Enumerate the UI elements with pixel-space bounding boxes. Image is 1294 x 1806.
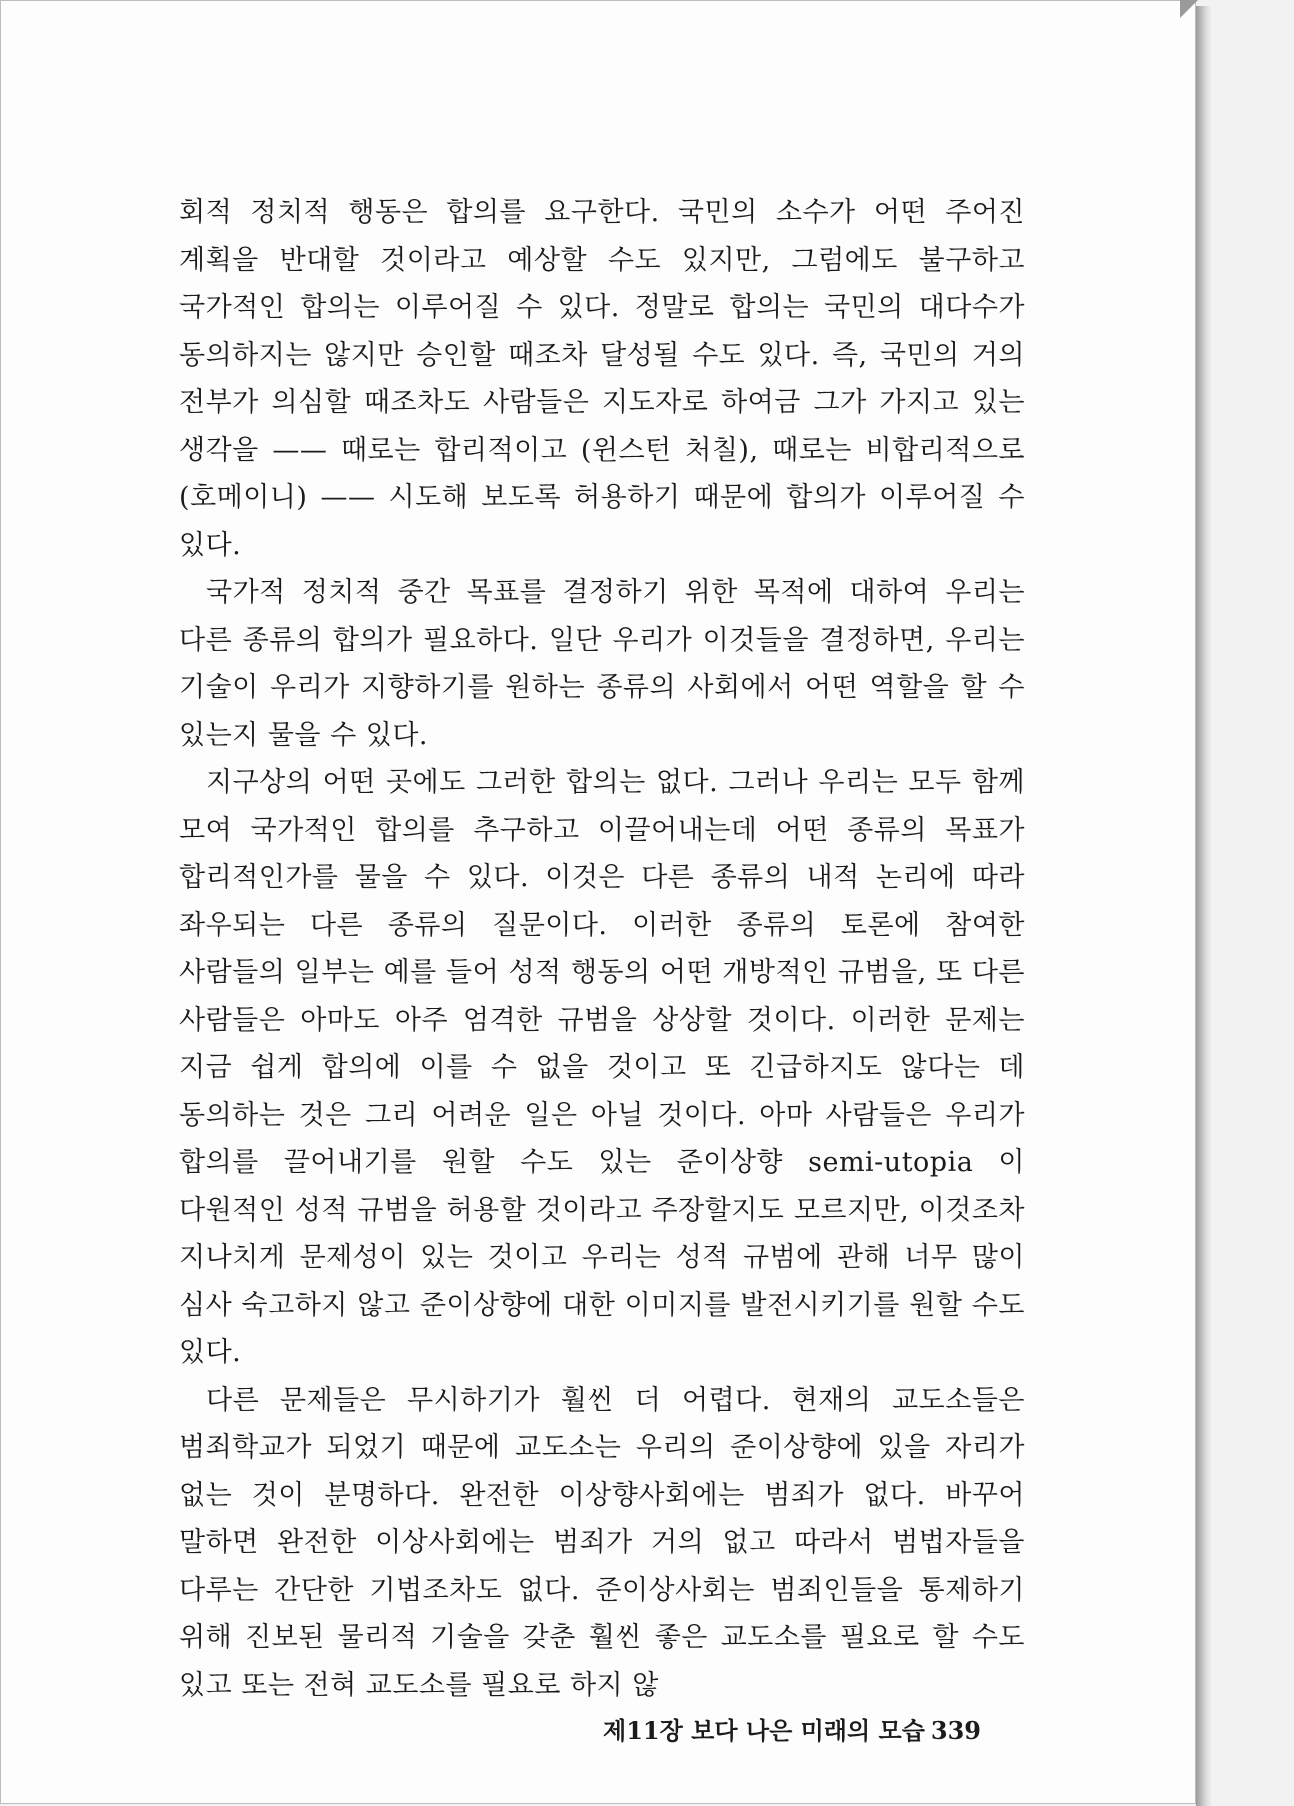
paragraph-2: 국가적 정치적 중간 목표를 결정하기 위한 목적에 대하여 우리는 다른 종류의 합의가 필요하다. 일단 우리가 이것들을 결정하면, 우리는 기술이 우리가 지향하기를 원하는 종류의 사회에서 어떤 역할을 할 수 있는지 물을 수 있다. bbox=[179, 577, 1025, 751]
chapter-title: 제11장 보다 나은 미래의 모습 bbox=[603, 1716, 925, 1745]
paragraph-3: 지구상의 어떤 곳에도 그러한 합의는 없다. 그러나 우리는 모두 함께 모여 국가적인 합의를 추구하고 이끌어내는데 어떤 종류의 목표가 합리적인가를 물을 수 있다. 이것은 다른 종류의 내적 논리에 따라 좌우되는 다른 종류의 질문이다. 이러한 종류의 토론에 참여한 사람들의 일부는 예를 들어 성적 행동의 어떤 개방적인 규범을, 또 다른 사람들은 아마도 아주 엄격한 규범을 상상할 것이다. 이러한 문제는 지금 쉽게 합의에 이를 수 없을 것이고 또 긴급하지도 않다는 데 동의하는 것은 그리 어려운 일은 아닐 것이다. 아마 사람들은 우리가 합의를 끌어내기를 원할 수도 있는 준이상향 semi-utopia 이 다원적인 성적 규범을 허용할 것이라고 주장할지도 모르지만, 이것조차 지나치게 문제성이 있는 것이고 우리는 성적 규범에 관해 너무 많이 심사 숙고하지 않고 준이상향에 대한 이미지를 발전시키기를 원할 수도 있다. bbox=[179, 767, 1025, 1368]
body-text bbox=[179, 189, 1025, 1709]
page-corner-fold bbox=[1180, 0, 1198, 18]
page-number: 339 bbox=[930, 1716, 981, 1745]
paragraph-1: 회적 정치적 행동은 합의를 요구한다. 국민의 소수가 어떤 주어진 계획을 반대할 것이라고 예상할 수도 있지만, 그럼에도 불구하고 국가적인 합의는 이루어질 수 있다. 정말로 합의는 국민의 대다수가 동의하지는 않지만 승인할 때조차 달성될 수도 있다. 즉, 국민의 거의 전부가 의심할 때조차도 사람들은 지도자로 하여금 그가 가지고 있는 생각을 —— 때로는 합리적이고 (윈스턴 처칠), 때로는 비합리적으로(호메이니) —— 시도해 보도록 허용하기 때문에 합의가 이루어질 수 있다. bbox=[179, 197, 1025, 561]
paragraph-4: 다른 문제들은 무시하기가 훨씬 더 어렵다. 현재의 교도소들은 범죄학교가 되었기 때문에 교도소는 우리의 준이상향에 있을 자리가 없는 것이 분명하다. 완전한 이상향사회에는 범죄가 없다. 바꾸어 말하면 완전한 이상사회에는 범죄가 거의 없고 따라서 범법자들을 다루는 간단한 기법조차도 없다. 준이상사회는 범죄인들을 통제하기 위해 진보된 물리적 기술을 갖춘 훨씬 좋은 교도소를 필요로 할 수도 있고 또는 전혀 교도소를 필요로 하지 않 bbox=[179, 1384, 1025, 1701]
page-edge-shadow bbox=[1196, 6, 1212, 1806]
running-footer bbox=[601, 1711, 981, 1746]
